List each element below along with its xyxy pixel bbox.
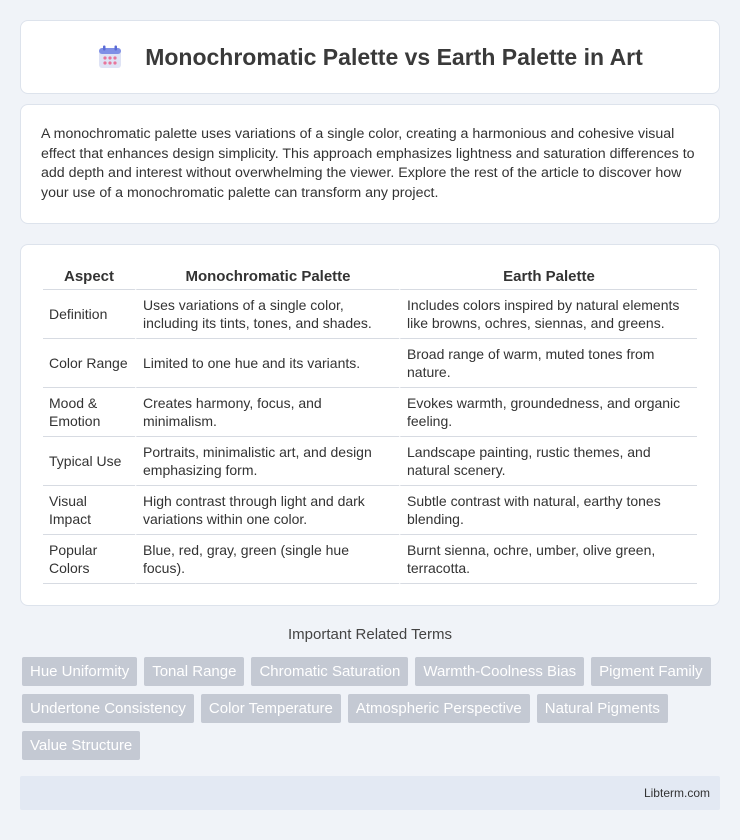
row-aspect: Color Range: [43, 339, 135, 388]
related-terms-title: Important Related Terms: [288, 626, 452, 643]
term-tag[interactable]: Pigment Family: [591, 657, 710, 686]
row-aspect: Popular Colors: [43, 535, 135, 584]
table-row: [43, 339, 697, 388]
row-earth: Subtle contrast with natural, earthy tones blending.: [399, 486, 697, 535]
table-row: [43, 290, 697, 339]
header-card: [20, 20, 720, 94]
header-monochromatic: Monochromatic Palette: [135, 263, 399, 290]
comparison-table: [43, 263, 697, 584]
row-earth: Includes colors inspired by natural elements like browns, ochres, siennas, and greens.: [399, 290, 697, 339]
row-earth: Broad range of warm, muted tones from nature.: [399, 339, 697, 388]
row-aspect: Visual Impact: [43, 486, 135, 535]
footer-site[interactable]: Libterm.com: [643, 786, 710, 800]
row-earth: Landscape painting, rustic themes, and natural scenery.: [399, 437, 697, 486]
header-aspect: Aspect: [43, 263, 135, 290]
row-monochromatic: Limited to one hue and its variants.: [135, 339, 399, 388]
row-earth: Burnt sienna, ochre, umber, olive green, terracotta.: [399, 535, 697, 584]
term-tag[interactable]: Atmospheric Perspective: [348, 694, 530, 723]
row-monochromatic: Blue, red, gray, green (single hue focus).: [135, 535, 399, 584]
term-tag[interactable]: Tonal Range: [144, 657, 244, 686]
comparison-table-card: [20, 244, 720, 606]
row-aspect: Mood & Emotion: [43, 388, 135, 437]
row-aspect: Typical Use: [43, 437, 135, 486]
table-row: [43, 388, 697, 437]
intro-card: [20, 104, 720, 224]
table-row: [43, 535, 697, 584]
header-earth: Earth Palette: [399, 263, 697, 290]
term-tag[interactable]: Color Temperature: [201, 694, 341, 723]
table-header-row: [43, 263, 697, 290]
table-row: [43, 437, 697, 486]
intro-text: A monochromatic palette uses variations of a single color, creating a harmonious and cohesive visual effect that enhances design simplicity. This approach emphasizes lightness and saturation differences to add depth and interest without overwhelming the viewer. Explore the rest of the article to discover how your use of a monochromatic palette can transform any project.: [41, 126, 695, 201]
row-aspect: Definition: [43, 290, 135, 339]
term-tag[interactable]: Undertone Consistency: [22, 694, 194, 723]
term-tag[interactable]: Warmth-Coolness Bias: [415, 657, 584, 686]
term-tag[interactable]: Natural Pigments: [537, 694, 668, 723]
calendar-icon: [97, 44, 123, 70]
row-monochromatic: Uses variations of a single color, including its tints, tones, and shades.: [135, 290, 399, 339]
term-tag[interactable]: Hue Uniformity: [22, 657, 137, 686]
table-row: [43, 486, 697, 535]
term-tag[interactable]: Chromatic Saturation: [251, 657, 408, 686]
row-earth: Evokes warmth, groundedness, and organic feeling.: [399, 388, 697, 437]
footer: [20, 776, 720, 810]
row-monochromatic: High contrast through light and dark variations within one color.: [135, 486, 399, 535]
row-monochromatic: Creates harmony, focus, and minimalism.: [135, 388, 399, 437]
row-monochromatic: Portraits, minimalistic art, and design emphasizing form.: [135, 437, 399, 486]
page-title: Monochromatic Palette vs Earth Palette in Art: [145, 43, 643, 70]
related-terms-list: [22, 657, 722, 768]
term-tag[interactable]: Value Structure: [22, 731, 140, 760]
